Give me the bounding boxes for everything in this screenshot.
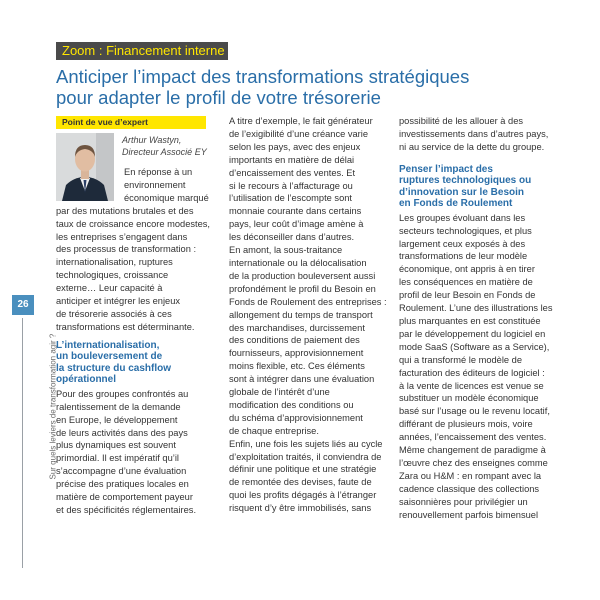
text-line: investissements dans d’autres pays, <box>399 128 549 139</box>
heading-line: ruptures technologiques ou <box>399 175 532 187</box>
text-line: transformations est déterminante. <box>56 321 195 332</box>
title-line: pour adapter le profil de votre trésorerie <box>56 87 381 108</box>
text-line: renouvellement parfois bimensuel <box>399 509 539 520</box>
text-line: cadence classique des collections <box>399 483 540 494</box>
heading-line: L’internationalisation, <box>56 339 160 351</box>
text-line: internationalisation, ruptures <box>56 257 173 268</box>
text-line: modification des conditions ou <box>229 399 354 410</box>
text-line: globale de l’intérêt d’une <box>229 387 330 398</box>
text-line: transformations de leur modèle <box>399 251 528 262</box>
text-line: profil de leur Besoin en Fonds de <box>399 290 536 301</box>
text-line: saisonnières pour privilégier un <box>399 496 528 507</box>
text-line: Pour des groupes confrontés au <box>56 388 189 399</box>
text-line: Roulement. L’une des illustrations les <box>399 303 553 314</box>
text-line: années, l’encaissement des ventes. <box>399 432 547 443</box>
text-line: ralentissement de la demande <box>56 401 181 412</box>
text-line: des conditions de paiement des <box>229 335 360 346</box>
text-line: définir une politique et une stratégie <box>229 464 377 475</box>
text-line: taux de croissance encore modestes, <box>56 218 210 229</box>
text-line: précise des pratiques locales en <box>56 479 189 490</box>
text-line: en Europe, le développement <box>56 414 178 425</box>
column-2 <box>229 115 394 515</box>
text-line: économique marqué <box>124 192 209 203</box>
text-line: secteurs technologiques, et plus <box>399 225 532 236</box>
column-1 <box>56 166 221 517</box>
text-line: selon les pays, avec des enjeux <box>229 141 361 152</box>
author-name: Arthur Wastyn, <box>122 135 182 145</box>
text-line: du schéma d’approvisionnement <box>229 412 363 423</box>
text-line: et des spécificités réglementaires. <box>56 504 197 515</box>
text-line: basé sur l’usage ou le revenu locatif, <box>399 406 550 417</box>
text-line: les déconseiller dans d’autres. <box>229 232 355 243</box>
author-role: Directeur Associé EY <box>122 147 207 157</box>
text-line: quoi les profits dégagés à l’étranger <box>229 490 377 501</box>
text-line: sont à intégrer dans une évaluation <box>229 374 375 385</box>
expert-author <box>122 134 222 158</box>
text-line: profondément le profil du Besoin en <box>229 283 376 294</box>
heading-line: Penser l’impact des <box>399 163 493 175</box>
text-line: largement ceux exposés à des <box>399 238 526 249</box>
text-line: de leurs activités dans des pays <box>56 427 188 438</box>
text-line: de trésorerie associés à ces <box>56 308 172 319</box>
page-number: 26 <box>12 295 34 315</box>
text-line: par des mutations brutales et des <box>56 205 194 216</box>
article-title <box>56 66 576 108</box>
text-line: En amont, la sous-traitance <box>229 245 343 256</box>
text-line: environnement <box>124 179 186 190</box>
text-line: économique, ont appris à en tirer <box>399 264 535 275</box>
text-line: moins flexible, etc. Ces éléments <box>229 361 365 372</box>
heading-line: en Fonds de Roulement <box>399 198 513 210</box>
section-heading-ruptures <box>399 164 571 210</box>
text-line: de chaque entreprise. <box>229 425 319 436</box>
text-line: ni au service de la dette du groupe. <box>399 141 545 152</box>
text-line: plus dynamiques est souvent <box>56 440 176 451</box>
column-3 <box>399 115 571 521</box>
text-line: En réponse à un <box>124 167 193 177</box>
text-line: des marchandises, durcissement <box>229 322 365 333</box>
text-line: d’encaissement des ventes. Et <box>229 167 356 178</box>
text-line: possibilité de les allouer à des <box>399 116 524 126</box>
text-line: mode SaaS (Software as a Service), <box>399 341 550 352</box>
text-line: substituer un modèle économique <box>399 393 539 404</box>
text-line: d’exploitation traités, il conviendra de <box>229 451 382 462</box>
text-line: A titre d’exemple, le fait générateur <box>229 116 373 126</box>
text-line: de l’exigibilité d’une créance varie <box>229 128 369 139</box>
text-line: facturation des éditeurs de logiciel : <box>399 367 545 378</box>
text-line: de remontée des devises, faute de <box>229 477 372 488</box>
heading-line: d’innovation sur le Besoin <box>399 186 525 198</box>
text-line: l’utilisation de l’escompte sont <box>229 193 352 204</box>
text-line: technologiques, croissance <box>56 270 169 281</box>
text-line: anticiper et intégrer les enjeux <box>56 296 181 307</box>
text-line: les entreprises s’engagent dans <box>56 231 188 242</box>
text-line: risquent d’y être immobilisés, sans <box>229 503 372 514</box>
text-line: matière de comportement payeur <box>56 492 193 503</box>
text-line: internationale ou la délocalisation <box>229 257 367 268</box>
text-line: si le recours à l’affacturage ou <box>229 180 353 191</box>
text-line: externe… Leur capacité à <box>56 283 163 294</box>
text-line: Les groupes évoluant dans les <box>399 212 526 223</box>
text-line: importants en matière de délai <box>229 154 355 165</box>
text-line: à la vente de licences est venue se <box>399 380 544 391</box>
heading-line: la structure du cashflow <box>56 362 172 374</box>
text-line: Enfin, une fois les sujets liés au cycle <box>229 438 383 449</box>
margin-rule <box>22 318 23 568</box>
heading-line: un bouleversement de <box>56 351 163 363</box>
text-line: monnaie courante dans certains <box>229 206 362 217</box>
section-heading-internationalisation <box>56 340 221 386</box>
text-line: l’œuvre chez des enseignes comme <box>399 457 548 468</box>
text-line: pays, leur coût d’image amène à <box>229 219 364 230</box>
title-line: Anticiper l’impact des transformations stratégiques <box>56 66 470 87</box>
text-line: s’accompagne d’une évaluation <box>56 466 187 477</box>
text-line: fournisseurs, approvisionnement <box>229 348 364 359</box>
text-line: allongement du temps de transport <box>229 309 373 320</box>
text-line: de la production bouleversent aussi <box>229 270 376 281</box>
text-line: par le développement du logiciel en <box>399 328 546 339</box>
expert-tag: Point de vue d’expert <box>56 116 206 129</box>
section-running-title: Sur quels leviers de transformation agir ? <box>48 333 58 480</box>
text-line: des processus de transformation : <box>56 244 197 255</box>
text-line: Même changement de paradigme à <box>399 445 546 456</box>
text-line: différant de plusieurs mois, voire <box>399 419 533 430</box>
heading-line: opérationnel <box>56 374 117 386</box>
text-line: plus marquantes en est constituée <box>399 315 541 326</box>
text-line: primordial. Il est impératif qu’il <box>56 453 179 464</box>
text-line: les conséquences en matière de <box>399 277 533 288</box>
text-line: Zara ou H&M : en rompant avec la <box>399 470 542 481</box>
text-line: Fonds de Roulement des entreprises : <box>229 296 387 307</box>
zoom-banner: Zoom : Financement interne <box>56 42 228 60</box>
text-line: qui a transformé le modèle de <box>399 354 522 365</box>
